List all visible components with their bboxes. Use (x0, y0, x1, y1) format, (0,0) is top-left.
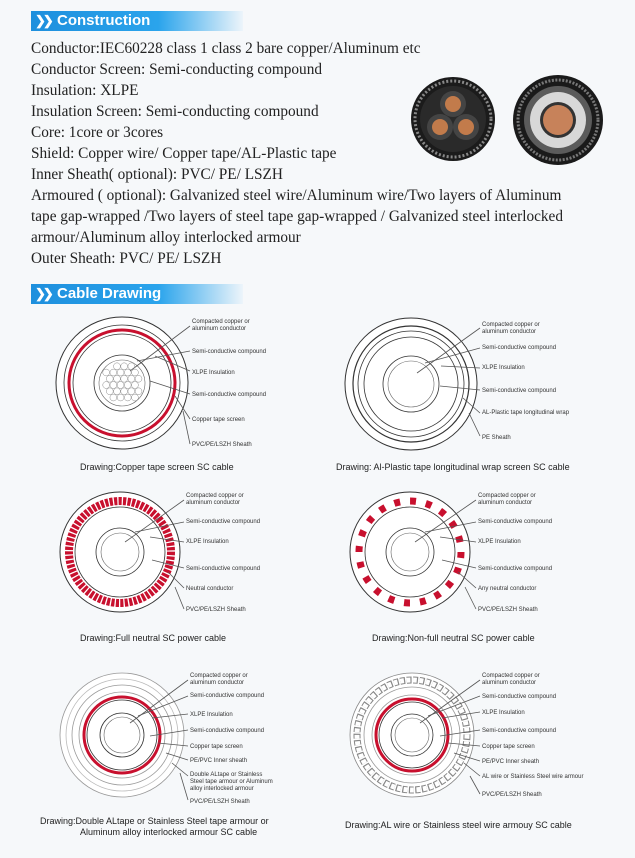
svg-text:AL wire or Stainless Steel wir: AL wire or Stainless Steel wire armour (482, 774, 584, 780)
label-conductor-1: Compacted copper or (192, 319, 250, 325)
double-chevron-icon: ❯❯ (35, 286, 51, 301)
svg-text:PE/PVC Inner sheath: PE/PVC Inner sheath (482, 759, 540, 765)
single-core-cable-photo (512, 74, 604, 166)
svg-text:Double ALtape or Stainless: Double ALtape or Stainless (190, 772, 263, 778)
spec-armoured-cont2: armour/Aluminum alloy interlocked armour (31, 229, 301, 246)
svg-text:aluminum conductor: aluminum conductor (482, 329, 537, 335)
svg-text:AL-Plastic tape longitudinal w: AL-Plastic tape longitudinal wrap (482, 410, 570, 416)
svg-text:aluminum conductor: aluminum conductor (482, 680, 537, 686)
svg-text:aluminum conductor: aluminum conductor (478, 500, 533, 506)
svg-text:Semi-conductive compound: Semi-conductive compound (482, 694, 557, 700)
spec-insulation-screen: Insulation Screen: Semi-conducting compound (31, 103, 319, 120)
label-conductor-2: aluminum conductor (192, 326, 247, 332)
spec-conductor-screen: Conductor Screen: Semi-conducting compound (31, 61, 323, 78)
caption-double-tape-2: Aluminum alloy interlocked armour SC cable (80, 827, 258, 837)
spec-insulation: Insulation: XLPE (31, 82, 139, 99)
svg-text:Copper tape screen: Copper tape screen (190, 744, 243, 750)
three-core-cable-photo (410, 76, 496, 162)
svg-text:XLPE Insulation: XLPE Insulation (190, 712, 233, 718)
svg-text:Semi-conductive compound: Semi-conductive compound (478, 519, 553, 525)
svg-text:PVC/PE/LSZH Sheath: PVC/PE/LSZH Sheath (190, 799, 250, 805)
svg-text:aluminum conductor: aluminum conductor (190, 680, 245, 686)
svg-text:alloy interlocked armour: alloy interlocked armour (190, 786, 254, 792)
label-semi-conductive-1: Semi-conductive compound (192, 349, 267, 355)
diagram-copper-tape-screen (55, 316, 305, 456)
svg-text:Compacted copper or: Compacted copper or (186, 493, 244, 499)
caption-al-plastic: Drawing: Al-Plastic tape longitudinal wrap screen SC cable (336, 462, 570, 472)
spec-shield: Shield: Copper wire/ Copper tape/AL-Plastic tape (31, 145, 337, 162)
svg-text:XLPE Insulation: XLPE Insulation (186, 539, 229, 545)
diagram-wire-armour (350, 668, 620, 818)
spec-armoured-cont1: tape gap-wrapped /Two layers of steel tape gap-wrapped / Galvanized steel interlocked (31, 208, 563, 225)
svg-text:Semi-conductive compound: Semi-conductive compound (482, 728, 557, 734)
diagram-al-plastic-tape (345, 318, 615, 458)
svg-text:XLPE Insulation: XLPE Insulation (478, 539, 521, 545)
diagram-full-neutral (60, 492, 310, 632)
svg-text:PVC/PE/LSZH Sheath: PVC/PE/LSZH Sheath (482, 792, 542, 798)
spec-armoured: Armoured ( optional): Galvanized steel wire/Aluminum wire/Two layers of Aluminum (31, 187, 562, 204)
construction-banner (31, 11, 243, 31)
diagram-non-full-neutral (350, 492, 610, 632)
svg-text:Any neutral conductor: Any neutral conductor (478, 586, 537, 592)
svg-text:Semi-conductive compound: Semi-conductive compound (190, 693, 265, 699)
svg-text:Compacted copper or: Compacted copper or (190, 673, 248, 679)
svg-text:Compacted copper or: Compacted copper or (478, 493, 536, 499)
svg-text:PE Sheath: PE Sheath (482, 435, 511, 441)
svg-text:XLPE Insulation: XLPE Insulation (482, 710, 525, 716)
svg-text:Compacted copper or: Compacted copper or (482, 322, 540, 328)
svg-text:Semi-conductive compound: Semi-conductive compound (186, 519, 261, 525)
cable-drawing-banner (31, 284, 243, 304)
svg-text:Semi-conductive compound: Semi-conductive compound (190, 728, 265, 734)
spec-core: Core: 1core or 3cores (31, 124, 164, 141)
diagram-double-tape-armour (60, 668, 310, 818)
svg-text:Semi-conductive compound: Semi-conductive compound (482, 388, 557, 394)
svg-text:PVC/PE/LSZH Sheath: PVC/PE/LSZH Sheath (478, 607, 538, 613)
spec-conductor: Conductor:IEC60228 class 1 class 2 bare copper/Aluminum etc (31, 40, 421, 57)
label-sheath: PVC/PE/LSZH Sheath (192, 442, 252, 448)
svg-text:Semi-conductive compound: Semi-conductive compound (482, 345, 557, 351)
svg-text:Neutral conductor: Neutral conductor (186, 586, 234, 592)
cable-drawing-title: Cable Drawing (57, 285, 162, 302)
svg-text:Steel tape armour or Aluminum: Steel tape armour or Aluminum (190, 779, 273, 785)
label-semi-conductive-2: Semi-conductive compound (192, 392, 267, 398)
svg-text:aluminum conductor: aluminum conductor (186, 500, 241, 506)
caption-wire-armour: Drawing:AL wire or Stainless steel wire armouy SC cable (345, 820, 572, 830)
spec-outer-sheath: Outer Sheath: PVC/ PE/ LSZH (31, 250, 222, 267)
caption-double-tape-1: Drawing:Double ALtape or Stainless Steel tape armour or (40, 816, 269, 826)
svg-text:Compacted copper or: Compacted copper or (482, 673, 540, 679)
construction-title: Construction (57, 12, 151, 29)
svg-text:Semi-conductive compound: Semi-conductive compound (186, 566, 261, 572)
caption-full-neutral: Drawing:Full neutral SC power cable (80, 633, 227, 643)
label-xlpe: XLPE Insulation (192, 370, 235, 376)
svg-text:PVC/PE/LSZH Sheath: PVC/PE/LSZH Sheath (186, 607, 246, 613)
svg-text:Semi-conductive compound: Semi-conductive compound (478, 566, 553, 572)
label-copper-tape: Copper tape screen (192, 417, 245, 423)
svg-text:PE/PVC Inner sheath: PE/PVC Inner sheath (190, 758, 248, 764)
spec-inner-sheath: Inner Sheath( optional): PVC/ PE/ LSZH (31, 166, 283, 183)
double-chevron-icon: ❯❯ (35, 13, 51, 28)
caption-copper-tape: Drawing:Copper tape screen SC cable (80, 462, 234, 472)
svg-text:Copper tape screen: Copper tape screen (482, 744, 535, 750)
caption-non-full-neutral: Drawing:Non-full neutral SC power cable (372, 633, 535, 643)
svg-text:XLPE Insulation: XLPE Insulation (482, 365, 525, 371)
